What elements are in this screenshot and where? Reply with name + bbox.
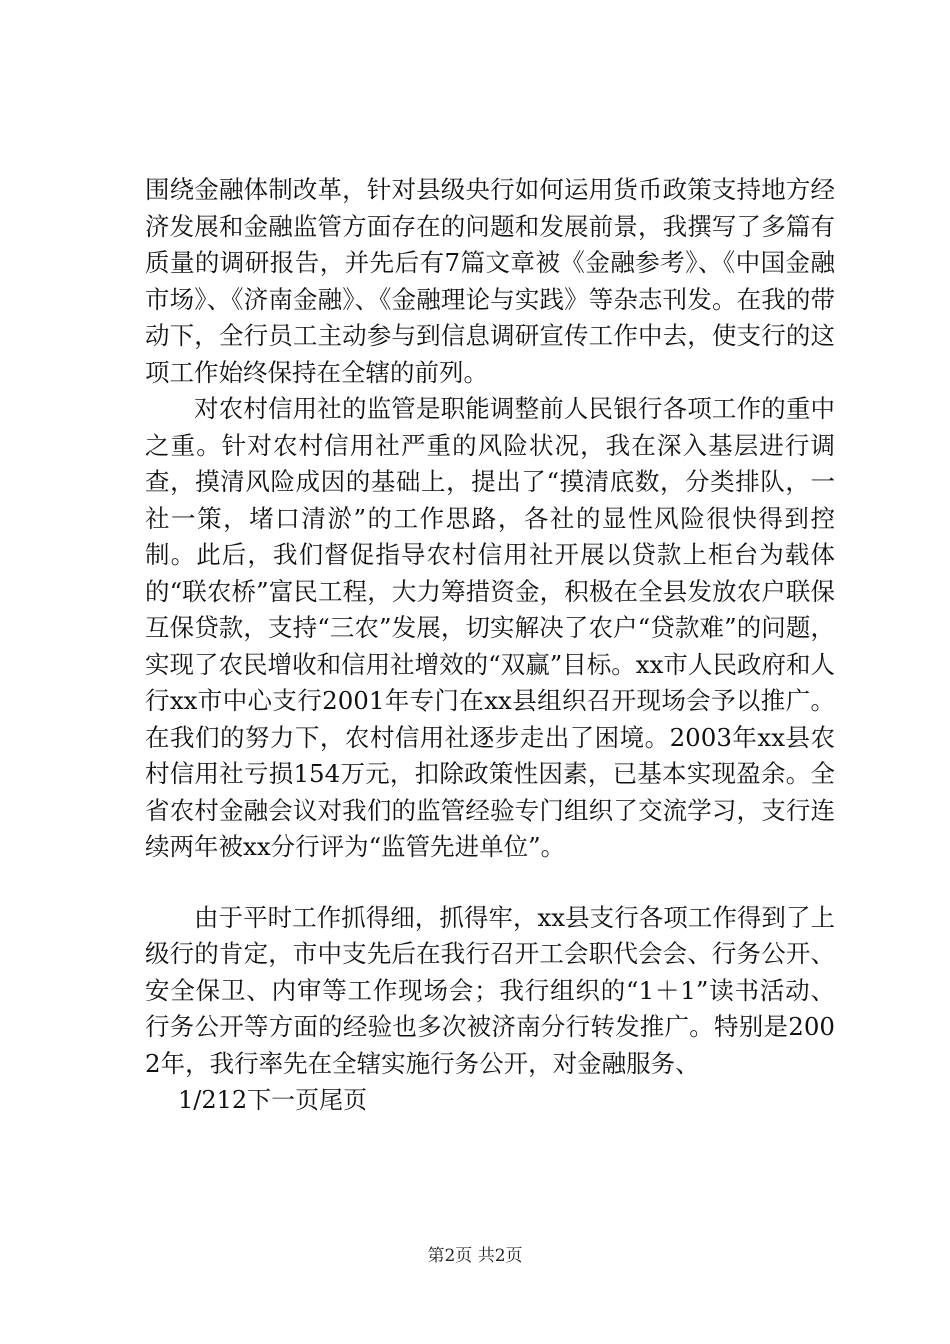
paragraph-research-reports: 围绕金融体制改革，针对县级央行如何运用货币政策支持地方经济发展和金融监管方面存在的问题和发展前景，我撰写了多篇有质量的调研报告，并先后有7篇文章被《金融参考》、《中国金融市场》、《济南金融》、《金融理论与实践》等杂志刊发。在我的带动下，全行员工主动参与到信息调研宣传工作中去，使支行的这项工作始终保持在全辖的前列。 <box>145 175 835 387</box>
page-footer: 第2页 共2页 <box>427 1246 523 1266</box>
paragraph-credit-union-supervision: 对农村信用社的监管是职能调整前人民银行各项工作的重中之重。针对农村信用社严重的风险状况，我在深入基层进行调查，摸清风险成因的基础上，提出了“摸清底数，分类排队，一社一策，堵口清淤”的工作思路，各社的显性风险很快得到控制。此后，我们督促指导农村信用社开展以贷款上柜台为载体的“联农桥”富民工程，大力筹措资金，积极在全县发放农户联保互保贷款，支持“三农”发展，切实解决了农户“贷款难”的问题，实现了农民增收和信用社增效的“双赢”目标。xx市人民政府和人行xx市中心支行2001年专门在xx县组织召开现场会予以推广。在我们的努力下，农村信用社逐步走出了困境。2003年xx县农村信用社亏损154万元，扣除政策性因素，已基本实现盈余。全省农村金融会议对我们的监管经验专门组织了交流学习，支行连续两年被xx分行评为“监管先进单位”。 <box>145 394 835 861</box>
page-navigation-text: 1/212下一页尾页 <box>178 1086 368 1114</box>
document-body <box>145 172 835 1118</box>
paragraph-work-recognition: 由于平时工作抓得细，抓得牢，xx县支行各项工作得到了上级行的肯定，市中支先后在我行召开工会职代会会、行务公开、安全保卫、内审等工作现场会；我行组织的“1＋1”读书活动、行务公开等方面的经验也多次被济南分行转发推广。特别是2002年，我行率先在全辖实施行务公开，对金融服务、 <box>145 902 835 1078</box>
paragraph-spacer <box>145 866 835 900</box>
